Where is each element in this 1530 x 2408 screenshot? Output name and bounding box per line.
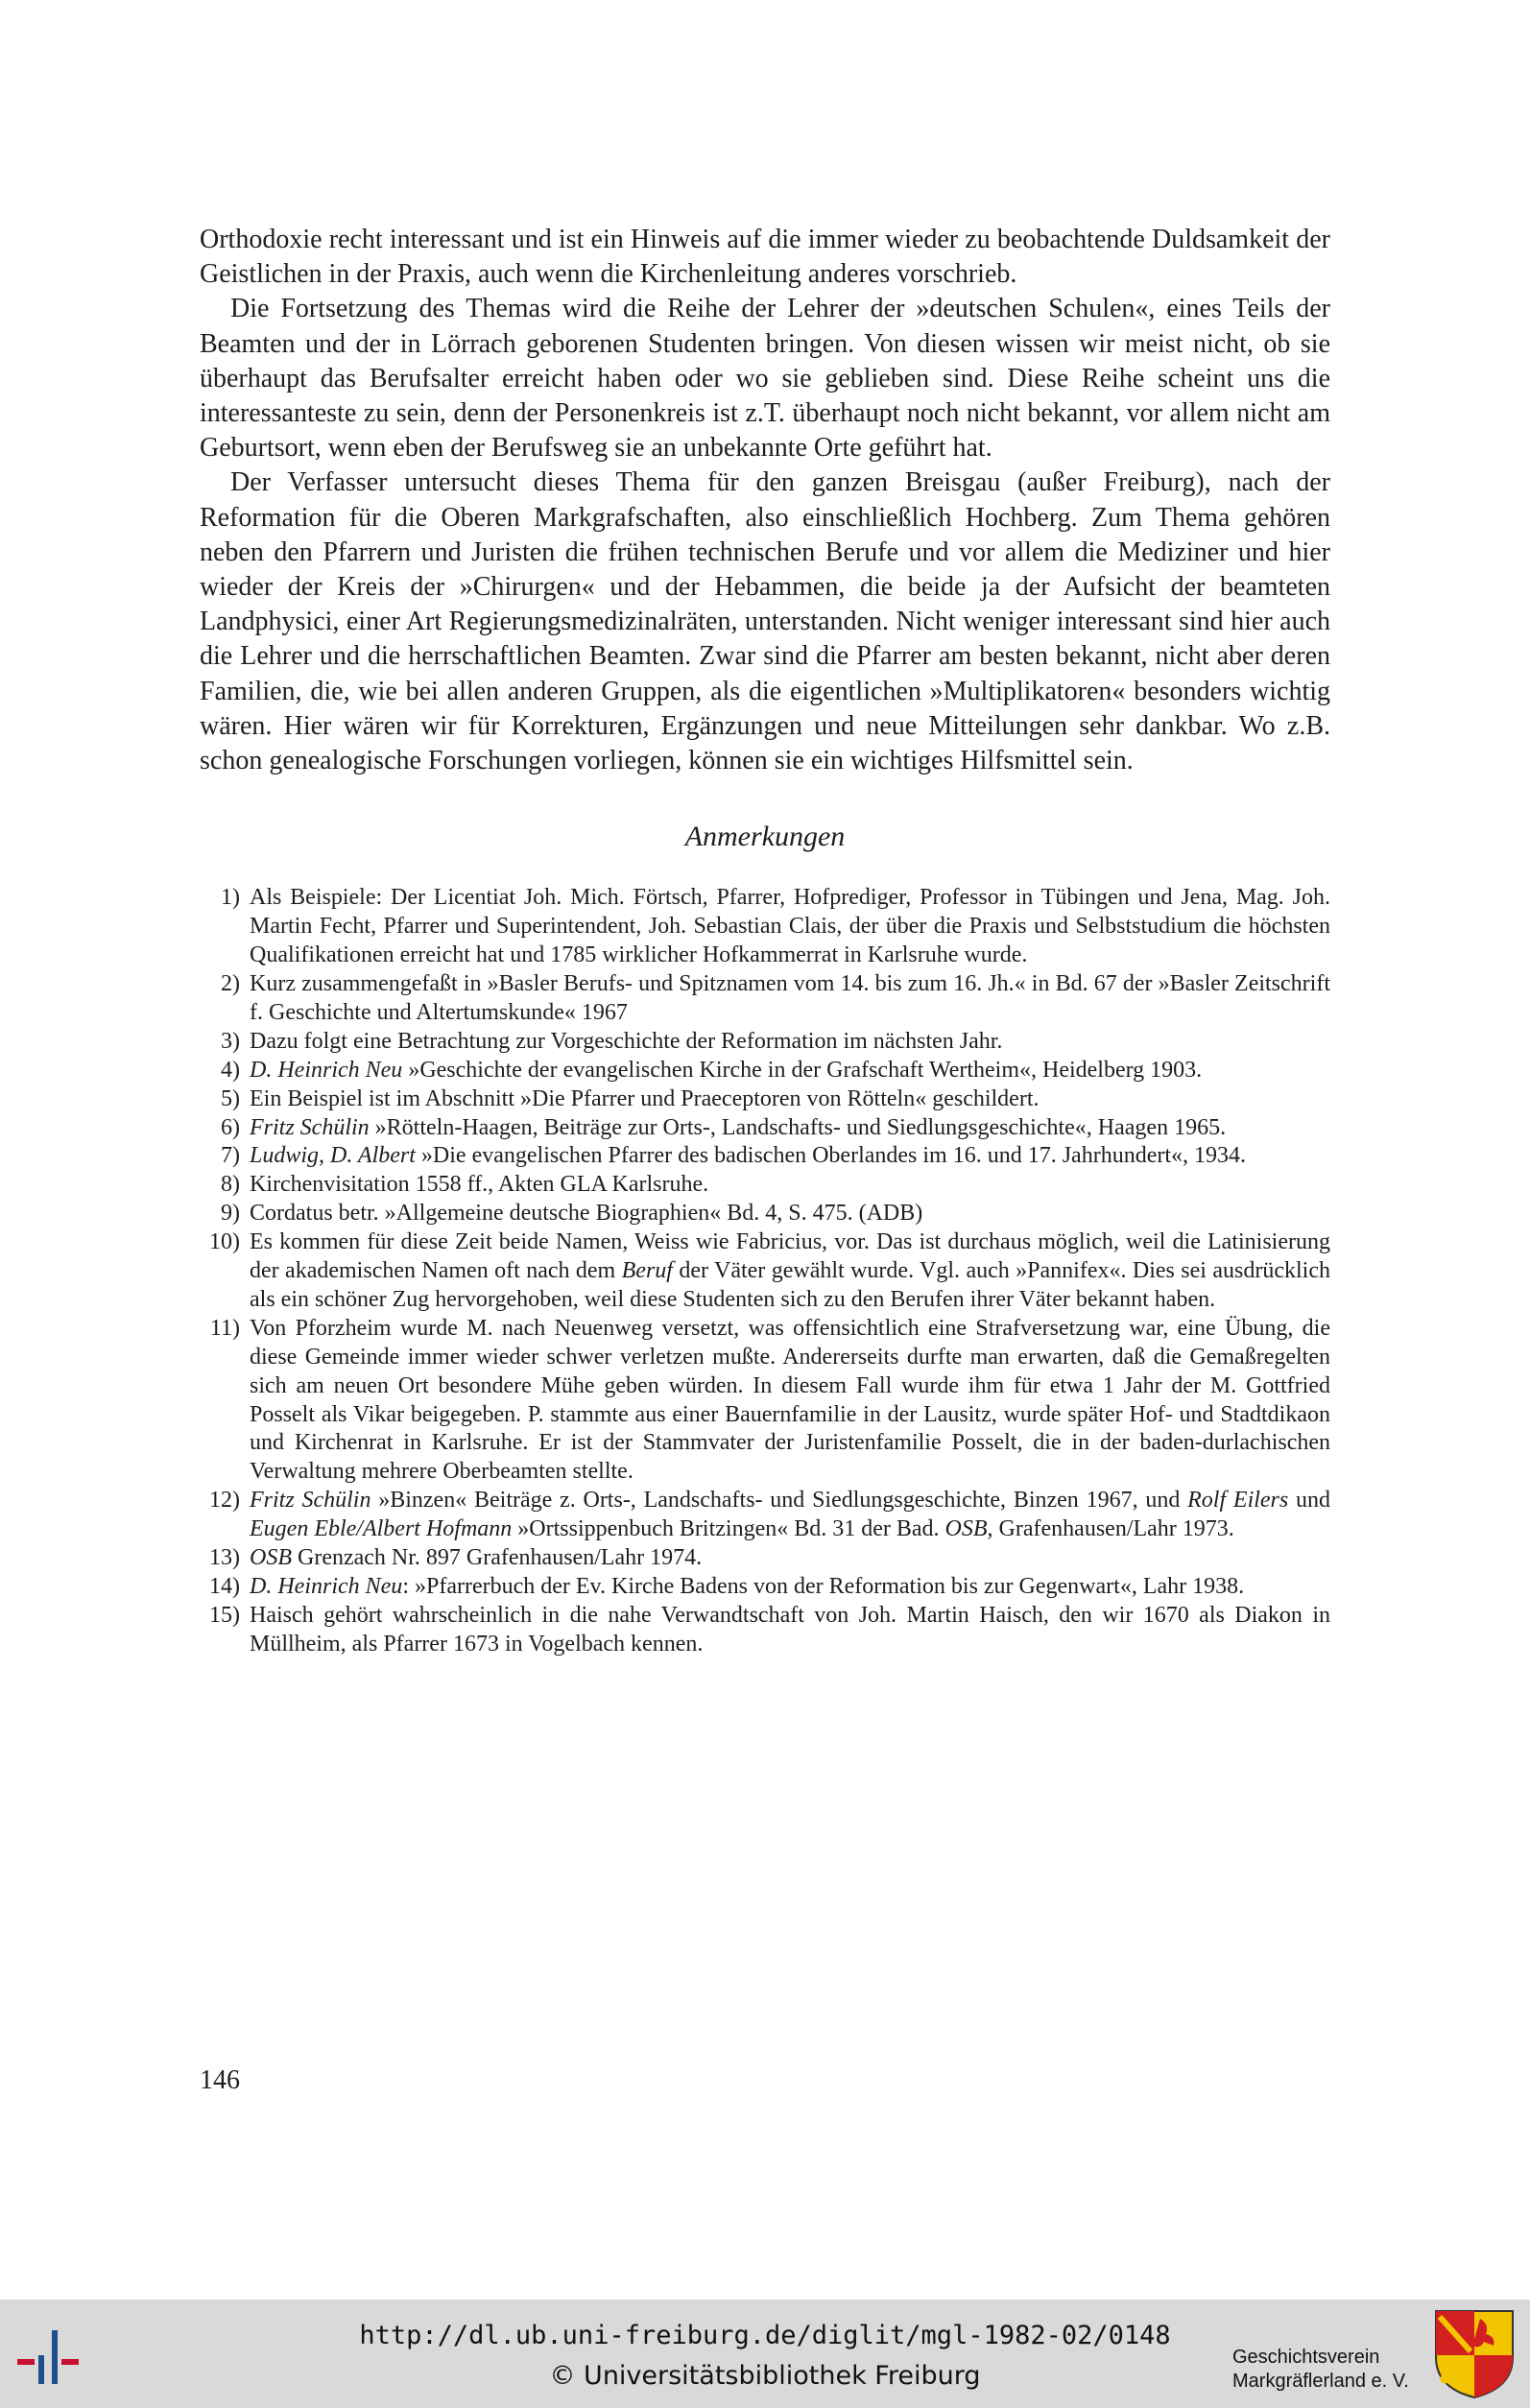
note-number: 14) <box>209 1574 240 1599</box>
note-segment: »Die evangelischen Pfarrer des badischen Oberlandes im 16. und 17. Jahrhundert«, 1934. <box>415 1143 1247 1169</box>
note-item <box>200 1028 1330 1057</box>
note-number: 6) <box>221 1114 240 1140</box>
society-name <box>1232 2346 1409 2394</box>
footer-url[interactable]: http://dl.ub.uni-freiburg.de/diglit/mgl-1982-02/0148 <box>359 2321 1171 2350</box>
note-author: Fritz Schülin <box>250 1488 371 1514</box>
note-text <box>250 1573 1330 1602</box>
note-text <box>250 1142 1330 1171</box>
note-number: 3) <box>221 1028 240 1054</box>
note-text <box>250 1228 1330 1315</box>
note-text <box>250 884 1330 970</box>
note-segment: Grenzach Nr. 897 Grafenhausen/Lahr 1974. <box>292 1545 703 1571</box>
note-author: D. Heinrich Neu <box>250 1574 403 1599</box>
note-author: Fritz Schülin <box>250 1114 370 1140</box>
society-line-1: Geschichtsverein <box>1232 2347 1380 2368</box>
note-number: 13) <box>209 1545 240 1571</box>
note-item <box>200 1085 1330 1114</box>
notes-heading: Anmerkungen <box>684 821 846 853</box>
note-text <box>250 1057 1330 1085</box>
note-item <box>200 1602 1330 1659</box>
note-segment: »Ortssippenbuch Britzingen« Bd. 31 der Bad. <box>512 1516 945 1542</box>
note-segment: und <box>1288 1488 1331 1514</box>
body-paragraph: Orthodoxie recht interessant und ist ein Hinweis auf die immer wieder zu beobachtende Duldsamkeit der Geistlichen in der Praxis, auch wenn die Kirchenleitung anderes vorschrieb. <box>200 225 1330 290</box>
note-number: 12) <box>209 1488 240 1514</box>
notes-list <box>200 884 1330 1658</box>
note-number: 9) <box>221 1201 240 1227</box>
note-item <box>200 1200 1330 1228</box>
note-segment: »Geschichte der evangelischen Kirche in der Grafschaft Wertheim«, Heidelberg 1903. <box>402 1057 1203 1083</box>
page-content <box>200 223 1330 1659</box>
note-segment: Als Beispiele: Der Licentiat Joh. Mich. Förtsch, Pfarrer, Hofprediger, Professor in Tübingen und Jena, Mag. Joh. Martin Fecht, Pfarrer und Superintendent, Joh. Sebastian Clais, der über die Praxis und Selbststudium die höchsten Qualifikationen erreicht hat und 1785 wirklicher Hofkammerrat in Karlsruhe wurde. <box>250 885 1330 968</box>
note-segment: , Grafenhausen/Lahr 1973. <box>987 1516 1234 1542</box>
note-number: 4) <box>221 1057 240 1083</box>
page-number: 146 <box>200 2065 240 2095</box>
note-number: 15) <box>209 1602 240 1628</box>
note-item <box>200 970 1330 1028</box>
note-segment: Kirchenvisitation 1558 ff., Akten GLA Karlsruhe. <box>250 1172 709 1198</box>
note-author: Eugen Eble/Albert Hofmann <box>250 1516 513 1542</box>
note-author: OSB <box>250 1545 292 1571</box>
note-text <box>250 1085 1330 1114</box>
note-segment: Haisch gehört wahrscheinlich in die nahe Verwandtschaft von Joh. Martin Haisch, den wir 1670 als Diakon in Müllheim, als Pfarrer 1673 in Vogelbach kennen. <box>250 1602 1330 1657</box>
note-text <box>250 1200 1330 1228</box>
note-segment: Cordatus betr. »Allgemeine deutsche Biographien« Bd. 4, S. 475. (ADB) <box>250 1201 923 1227</box>
note-item <box>200 1573 1330 1602</box>
note-segment: : »Pfarrerbuch der Ev. Kirche Badens von der Reformation bis zur Gegenwart«, Lahr 1938. <box>402 1574 1245 1599</box>
note-author: D. Heinrich Neu <box>250 1057 403 1083</box>
note-author: Beruf <box>621 1258 673 1284</box>
note-item <box>200 1228 1330 1315</box>
note-segment: Es kommen für diese Zeit beide Namen, Weiss wie Fabricius, vor. Das ist durchaus möglich, weil die Latinisierung der akademischen Namen oft nach dem <box>250 1229 1330 1284</box>
note-number: 8) <box>221 1172 240 1198</box>
note-number: 5) <box>221 1085 240 1111</box>
note-text <box>250 1487 1330 1544</box>
note-item <box>200 1487 1330 1544</box>
note-text <box>250 1544 1330 1573</box>
note-item <box>200 1057 1330 1085</box>
note-author: OSB <box>944 1516 988 1542</box>
note-segment: Kurz zusammengefaßt in »Basler Berufs- und Spitznamen vom 14. bis zum 16. Jh.« in Bd. 67 der »Basler Zeitschrift f. Geschichte und Altertumskunde« 1967 <box>250 970 1330 1025</box>
note-item <box>200 1315 1330 1487</box>
body-paragraph: Die Fortsetzung des Themas wird die Reihe der Lehrer der »deutschen Schulen«, eines Teils der Beamten und der in Lörrach geborenen Studenten bringen. Von diesen wissen wir meist nicht, ob sie überhaupt das Berufsalter erreicht haben oder wo sie geblieben sind. Diese Reihe scheint uns die interessanteste zu sein, denn der Personenkreis ist z.T. überhaupt noch nicht bekannt, vor allem nicht am Geburtsort, wenn eben der Berufsweg sie an unbekannte Orte geführt hat. <box>200 294 1330 464</box>
note-text <box>250 1602 1330 1659</box>
note-segment: der Väter gewählt wurde. Vgl. auch »Pannifex«. Dies sei ausdrücklich als ein schöner Zug hervorgehoben, weil diese Studenten sich zu den Berufen ihrer Väter bekannt haben. <box>250 1258 1330 1312</box>
note-number: 2) <box>221 970 240 996</box>
note-text <box>250 1315 1330 1487</box>
note-number: 7) <box>221 1143 240 1169</box>
note-author: Ludwig, D. Albert <box>250 1143 416 1169</box>
note-item <box>200 884 1330 970</box>
footer-bar <box>0 2300 1530 2408</box>
note-item <box>200 1171 1330 1200</box>
note-text <box>250 970 1330 1028</box>
note-author: Rolf Eilers <box>1187 1488 1289 1514</box>
note-item <box>200 1544 1330 1573</box>
note-item <box>200 1142 1330 1171</box>
note-number: 11) <box>209 1315 240 1341</box>
note-item <box>200 1114 1330 1143</box>
coat-of-arms-icon <box>1432 2307 1517 2399</box>
note-text <box>250 1028 1330 1057</box>
note-number: 10) <box>209 1229 240 1255</box>
note-segment: »Binzen« Beiträge z. Orts-, Landschafts- und Siedlungsgeschichte, Binzen 1967, und <box>371 1488 1188 1514</box>
note-segment: »Rötteln-Haagen, Beiträge zur Orts-, Landschafts- und Siedlungsgeschichte«, Haagen 1965. <box>369 1114 1227 1140</box>
note-text <box>250 1171 1330 1200</box>
body-paragraph: Der Verfasser untersucht dieses Thema für den ganzen Breisgau (außer Freiburg), nach der Reformation für die Oberen Markgrafschaften, also einschließlich Hochberg. Zum Thema gehören neben den Pfarrern und Juristen die frühen technischen Berufe und vor allem die Mediziner und hier wieder der Kreis der »Chirurgen« und der Hebammen, die beide ja der Aufsicht der beamteten Landphysici, einer Art Regierungsmedizinalräten, unterstanden. Nicht weniger interessant sind hier auch die Lehrer und die herrschaftlichen Beamten. Zwar sind die Pfarrer am besten bekannt, nicht aber deren Familien, die, wie bei allen anderen Gruppen, als die eigentlichen »Multiplikatoren« besonders wichtig wären. Hier wären wir für Korrekturen, Ergänzungen und neue Mitteilungen sehr dankbar. Wo z.B. schon genealogische Forschungen vorliegen, können sie ein wichtiges Hilfsmittel sein. <box>200 467 1330 776</box>
note-segment: Dazu folgt eine Betrachtung zur Vorgeschichte der Reformation im nächsten Jahr. <box>250 1028 1003 1054</box>
footer-copyright: © Universitätsbibliothek Freiburg <box>549 2361 981 2391</box>
note-segment: Ein Beispiel ist im Abschnitt »Die Pfarrer und Praeceptoren von Rötteln« geschildert. <box>250 1085 1040 1111</box>
society-line-2: Markgräflerland e. V. <box>1232 2371 1409 2392</box>
note-number: 1) <box>221 885 240 911</box>
note-segment: Von Pforzheim wurde M. nach Neuenweg versetzt, was offensichtlich eine Strafversetzung war, eine Übung, die diese Gemeinde immer wieder schwer verletzen mußte. Andererseits durfte man erwarten, daß die Gemaßregelten sich am neuen Ort besondere Mühe geben würden. In diesem Fall wurde ihm für etwa 1 Jahr der M. Gottfried Posselt als Vikar beigegeben. P. stammte aus einer Bauernfamilie in der Lausitz, wurde später Hof- und Stadtdikaon und Kirchenrat in Karlsruhe. Er ist der Stammvater der Juristenfamilie Posselt, die in der baden-durlachischen Verwaltung mehrere Oberbeamten stellte. <box>250 1315 1330 1485</box>
note-text <box>250 1114 1330 1143</box>
